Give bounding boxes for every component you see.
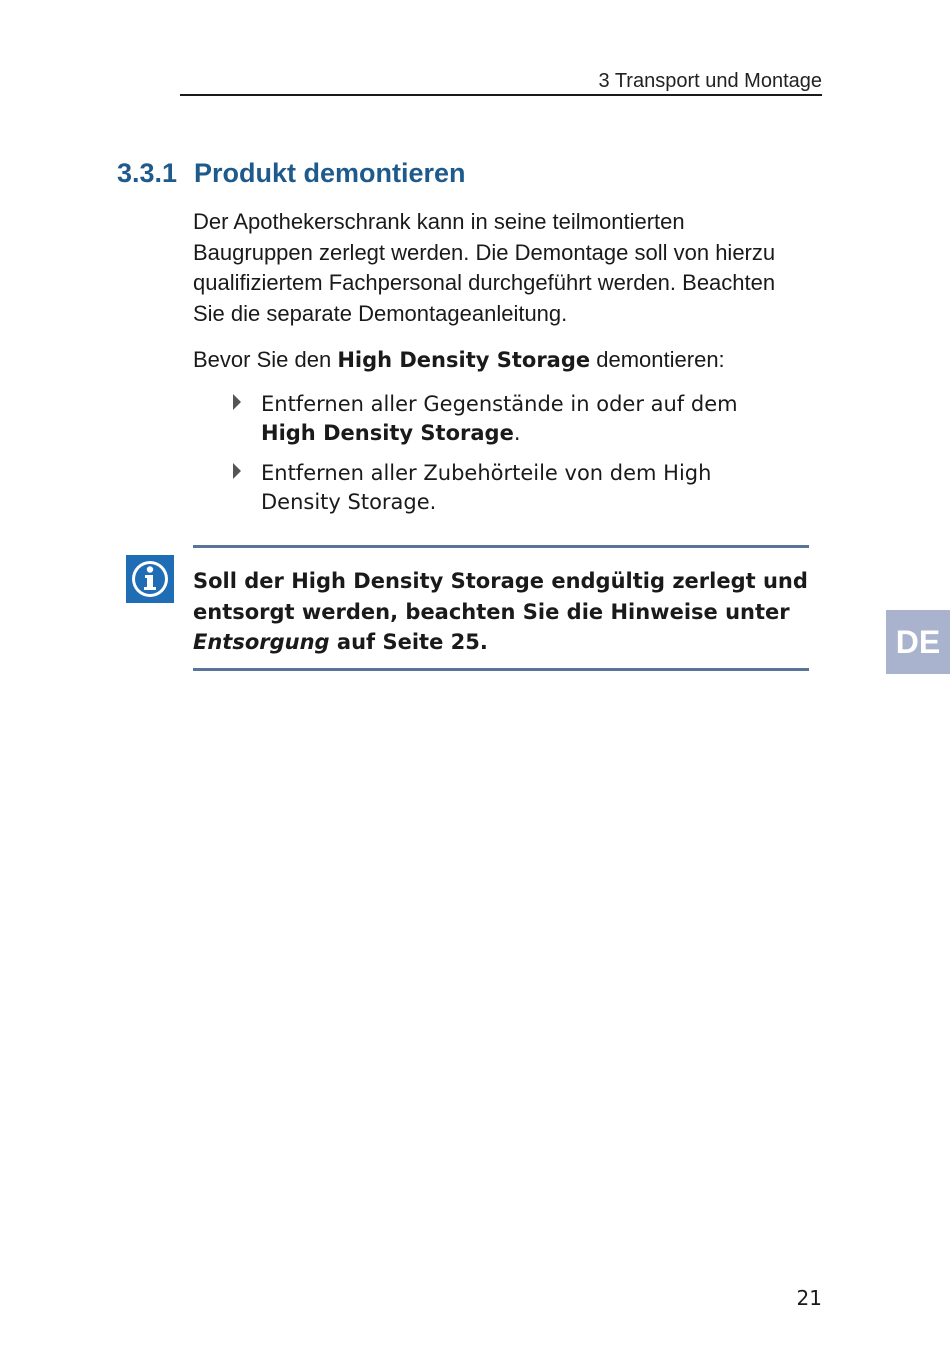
- info-link-entsorgung[interactable]: Entsorgung: [193, 630, 330, 654]
- running-header: [180, 68, 822, 96]
- section-title: Produkt demontieren: [194, 158, 466, 188]
- info-text-after: auf Seite 25.: [329, 630, 488, 654]
- info-icon-graphic: [126, 555, 174, 603]
- intro-after: demontieren:: [590, 347, 725, 372]
- language-tab: DE: [886, 610, 950, 674]
- info-text: [193, 566, 809, 658]
- intro-paragraph: [193, 345, 813, 375]
- bullet-text-before: Entfernen aller Gegenstände in oder auf dem: [261, 392, 738, 416]
- page-number: 21: [796, 1286, 822, 1310]
- intro-before: Bevor Sie den: [193, 347, 338, 372]
- bullet-text: Entfernen aller Zubehörteile von dem High Density Storage.: [261, 461, 712, 514]
- intro-bold: High Density Storage: [337, 348, 591, 372]
- triangle-bullet-icon: [233, 463, 241, 479]
- section-number: 3.3.1: [117, 158, 178, 188]
- bullet-text-bold: High Density Storage: [261, 420, 514, 445]
- section-heading: [117, 158, 466, 189]
- bullet-list: [230, 390, 790, 528]
- triangle-bullet-icon: [233, 394, 241, 410]
- list-item: [230, 459, 790, 516]
- body-paragraph: Der Apothekerschrank kann in seine teilmontierten Baugruppen zerlegt werden. Die Demontage soll von hierzu qualifiziertem Fachpersonal durchgeführt werden. Beachten Sie die separate Demontageanleitung.: [193, 209, 776, 326]
- info-text-before: Soll der High Density Storage endgültig zerlegt und entsorgt werden, beachten Sie die Hinweise unter: [193, 569, 808, 624]
- running-header-title: 3 Transport und Montage: [598, 70, 822, 92]
- info-icon: [126, 555, 174, 603]
- list-item: [230, 390, 790, 447]
- info-box: [193, 545, 809, 671]
- bullet-text-after: .: [513, 420, 521, 445]
